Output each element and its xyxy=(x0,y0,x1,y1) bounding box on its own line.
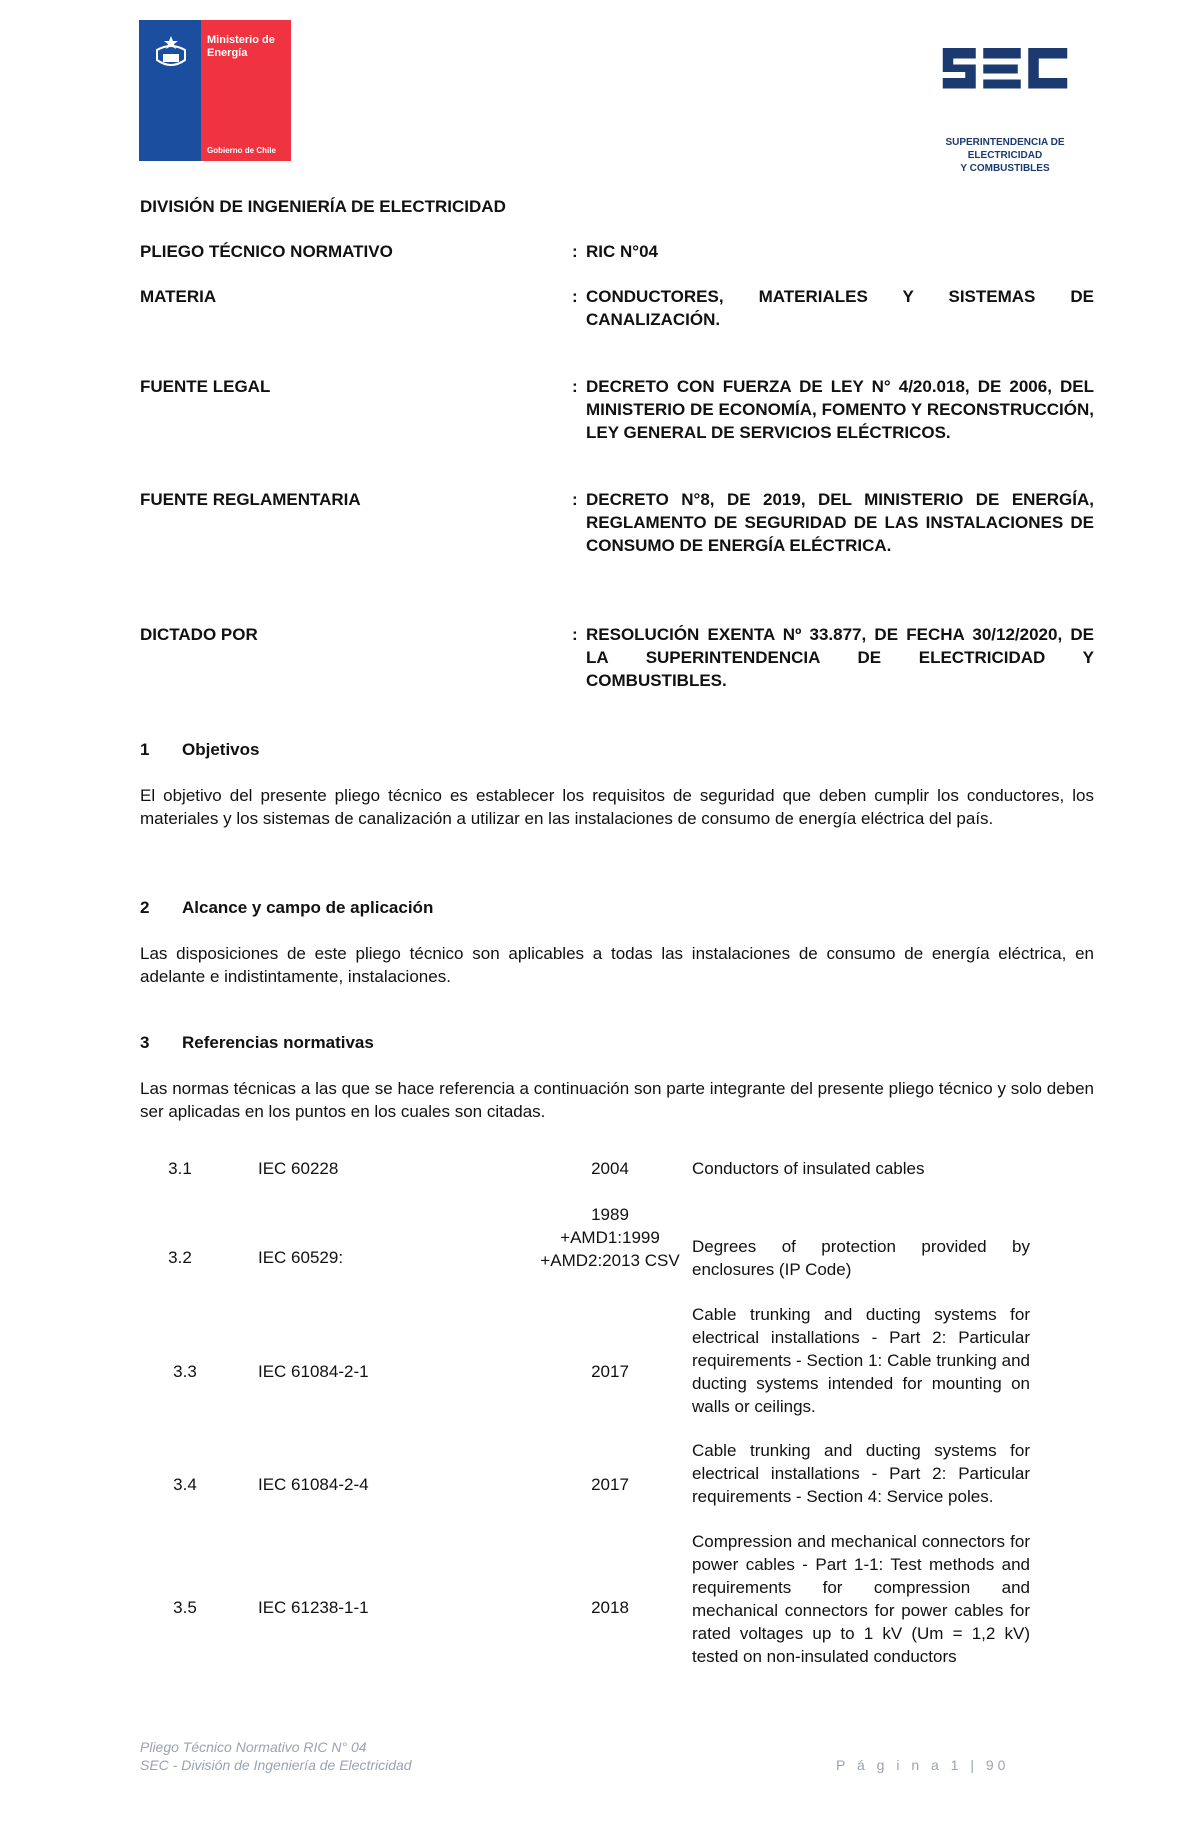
section-number: 2 xyxy=(140,898,150,917)
section-title: Referencias normativas xyxy=(182,1033,374,1052)
logo-ministerio-text: Ministerio de Energía xyxy=(207,34,275,59)
reference-title: Cable trunking and ducting systems for electrical installations - Part 2: Particular requirements - Section 1: Cable trunking and ducting systems intended for mounting on walls or ceilings. xyxy=(692,1305,1030,1416)
reference-number: 3.5 xyxy=(173,1598,197,1617)
section-paragraph: Las disposiciones de este pliego técnico son aplicables a todas las instalaciones de consumo de energía eléctrica, en adelante e indistintamente, instalaciones. xyxy=(140,944,1094,986)
reference-number: 3.4 xyxy=(173,1475,197,1494)
header-label: FUENTE LEGAL xyxy=(140,377,271,396)
reference-code: IEC 61084-2-1 xyxy=(258,1362,369,1381)
header-label: PLIEGO TÉCNICO NORMATIVO xyxy=(140,242,393,261)
header-value: DECRETO CON FUERZA DE LEY N° 4/20.018, DE 2006, DEL MINISTERIO DE ECONOMÍA, FOMENTO Y RECONSTRUCCIÓN, LEY GENERAL DE SERVICIOS ELÉCTRICOS. xyxy=(586,377,1094,442)
header-value: CONDUCTORES, MATERIALES Y SISTEMAS DE CANALIZACIÓN. xyxy=(586,287,1094,329)
reference-code: IEC 61238-1-1 xyxy=(258,1598,369,1617)
reference-year: 1989 +AMD1:1999 +AMD2:2013 CSV xyxy=(540,1205,680,1270)
header-colon: : xyxy=(572,625,578,644)
section-number: 3 xyxy=(140,1033,150,1052)
footer-document-name: Pliego Técnico Normativo RIC N° 04 xyxy=(140,1739,367,1755)
reference-title: Degrees of protection provided by enclosures (IP Code) xyxy=(692,1237,1030,1279)
gobierno-logo xyxy=(139,20,291,161)
footer-division-name: SEC - División de Ingeniería de Electricidad xyxy=(140,1757,412,1773)
reference-code: IEC 61084-2-4 xyxy=(258,1475,369,1494)
header-label: DICTADO POR xyxy=(140,625,258,644)
header-label: MATERIA xyxy=(140,287,217,306)
reference-number: 3.1 xyxy=(168,1159,192,1178)
header-colon: : xyxy=(572,242,578,261)
sec-logo-subtitle: SUPERINTENDENCIA DE ELECTRICIDAD Y COMBUSTIBLES xyxy=(945,137,1065,174)
header-colon: : xyxy=(572,490,578,509)
section-paragraph: Las normas técnicas a las que se hace referencia a continuación son parte integrante del presente pliego técnico y solo deben ser aplicadas en los puntos en los cuales son citadas. xyxy=(140,1079,1094,1121)
reference-year: 2017 xyxy=(591,1475,629,1494)
reference-number: 3.3 xyxy=(173,1362,197,1381)
reference-year: 2004 xyxy=(591,1159,629,1178)
section-title: Objetivos xyxy=(182,740,260,759)
page-footer xyxy=(140,1738,412,1774)
section-number: 1 xyxy=(140,740,150,759)
header-colon: : xyxy=(572,377,578,396)
sec-logo xyxy=(920,48,1090,138)
logo-gobierno-text: Gobierno de Chile xyxy=(207,146,276,155)
header-value: RIC N°04 xyxy=(586,242,658,261)
section-title: Alcance y campo de aplicación xyxy=(182,898,434,917)
reference-year: 2017 xyxy=(591,1362,629,1381)
division-title: DIVISIÓN DE INGENIERÍA DE ELECTRICIDAD xyxy=(140,197,506,216)
reference-title: Conductors of insulated cables xyxy=(692,1159,925,1178)
reference-year: 2018 xyxy=(591,1598,629,1617)
chile-crest-icon xyxy=(149,30,193,74)
header-value: DECRETO N°8, DE 2019, DEL MINISTERIO DE ENERGÍA, REGLAMENTO DE SEGURIDAD DE LAS INSTALACIONES DE CONSUMO DE ENERGÍA ELÉCTRICA. xyxy=(586,490,1094,555)
reference-code: IEC 60228 xyxy=(258,1159,339,1178)
header-colon: : xyxy=(572,287,578,306)
page-number: P á g i n a 1 | 90 xyxy=(836,1757,1010,1773)
reference-code: IEC 60529: xyxy=(258,1248,344,1267)
section-paragraph: El objetivo del presente pliego técnico es establecer los requisitos de seguridad que deben cumplir los conductores, los materiales y los sistemas de canalización a utilizar en las instalaciones de consumo de energía eléctrica del país. xyxy=(140,786,1094,828)
header-label: FUENTE REGLAMENTARIA xyxy=(140,490,361,509)
reference-title: Compression and mechanical connectors for power cables - Part 1-1: Test methods and requirements for compression and mechanical connectors for power cables for rated voltages up to 1 kV (Um = 1,2 kV) tested on non-insulated conductors xyxy=(692,1532,1030,1666)
reference-title: Cable trunking and ducting systems for electrical installations - Part 2: Particular requirements - Section 4: Service poles. xyxy=(692,1441,1030,1506)
header-value: RESOLUCIÓN EXENTA Nº 33.877, DE FECHA 30/12/2020, DE LA SUPERINTENDENCIA DE ELECTRICIDAD Y COMBUSTIBLES. xyxy=(586,625,1094,690)
reference-number: 3.2 xyxy=(168,1248,192,1267)
